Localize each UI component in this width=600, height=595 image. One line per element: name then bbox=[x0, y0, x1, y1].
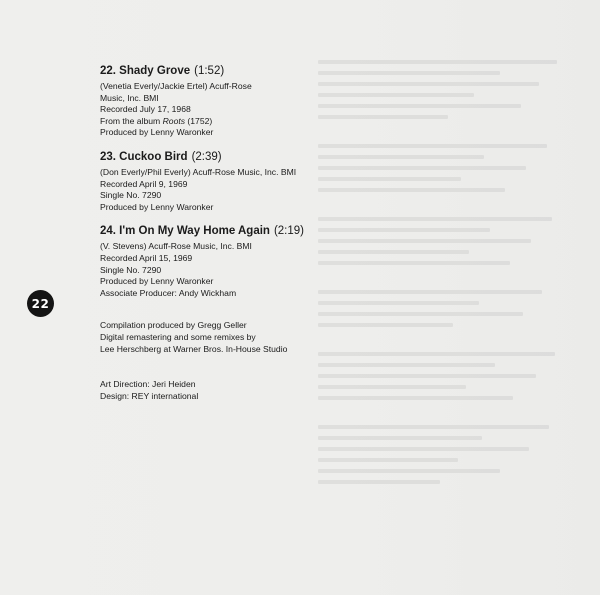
track-title bbox=[100, 224, 360, 239]
design-credits bbox=[100, 379, 360, 402]
track-detail: (Don Everly/Phil Everly) Acuff-Rose Music, Inc. BMI bbox=[100, 166, 297, 177]
track-detail: (V. Stevens) Acuff-Rose Music, Inc. BMI bbox=[100, 241, 252, 252]
track-detail: Recorded April 15, 1969 bbox=[100, 252, 193, 263]
credit-line: Art Direction: Jeri Heiden bbox=[100, 379, 196, 390]
track-detail: Single No. 7290 bbox=[100, 264, 162, 275]
track-producer: Produced by Lenny Waronker bbox=[100, 127, 214, 138]
track-name: 23. Cuckoo Bird bbox=[100, 150, 188, 163]
album-name: Roots bbox=[162, 115, 186, 126]
credit-line: Lee Herschberg at Warner Bros. In-House Studio bbox=[100, 343, 288, 354]
credit-line: Compilation produced by Gregg Geller bbox=[100, 320, 247, 331]
track-24 bbox=[100, 224, 360, 299]
page-number-badge bbox=[27, 290, 54, 317]
track-detail: Produced by Lenny Waronker bbox=[100, 276, 214, 287]
track-22 bbox=[100, 64, 360, 139]
track-detail: Single No. 7290 bbox=[100, 190, 162, 201]
track-name: 24. I'm On My Way Home Again bbox=[100, 225, 270, 238]
compilation-credits bbox=[100, 320, 360, 355]
credit-line: Design: REY international bbox=[100, 390, 199, 401]
track-duration: (1:52) bbox=[194, 65, 225, 77]
album-number: (1752) bbox=[185, 115, 213, 126]
track-detail: (Venetia Everly/Jackie Ertel) Acuff-Rose bbox=[100, 81, 252, 91]
album-prefix: From the album bbox=[100, 115, 163, 126]
track-detail: Recorded July 17, 1968 bbox=[100, 104, 191, 115]
track-name: 22. Shady Grove bbox=[100, 65, 191, 77]
credit-line: Digital remastering and some remixes by bbox=[100, 331, 256, 342]
track-title bbox=[100, 64, 360, 79]
track-23 bbox=[100, 150, 360, 213]
track-detail: Recorded April 9, 1969 bbox=[100, 178, 188, 189]
track-duration: (2:19) bbox=[273, 225, 304, 238]
track-album-line bbox=[100, 116, 360, 128]
track-detail: Music, Inc. BMI bbox=[100, 92, 159, 103]
track-notes bbox=[100, 64, 360, 402]
page-number: 22 bbox=[31, 296, 50, 311]
track-detail: Produced by Lenny Waronker bbox=[100, 201, 214, 212]
track-detail: Associate Producer: Andy Wickham bbox=[100, 287, 237, 298]
track-title bbox=[100, 150, 360, 165]
track-duration: (2:39) bbox=[191, 150, 222, 163]
